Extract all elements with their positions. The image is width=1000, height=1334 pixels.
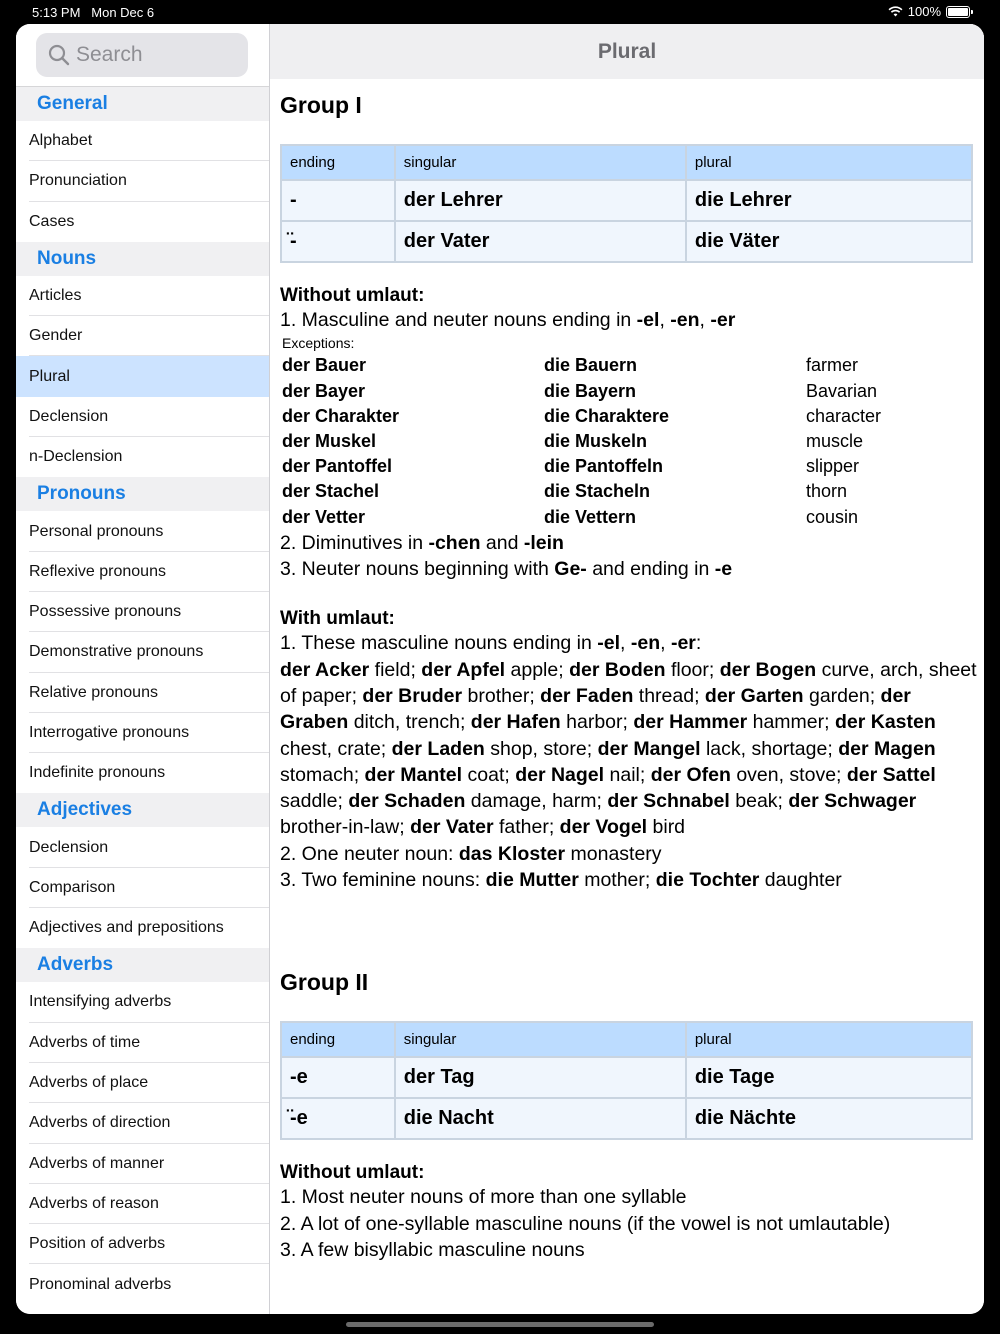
exception-word: die Pantoffeln bbox=[544, 456, 664, 477]
umlaut-noun: der Hafen bbox=[470, 711, 561, 734]
sidebar-item-label: Position of adverbs bbox=[29, 1235, 166, 1253]
sidebar-item-label: Demonstrative pronouns bbox=[29, 643, 204, 661]
umlaut-noun: der Ofen bbox=[650, 763, 731, 786]
battery-percent: 100% bbox=[907, 4, 941, 19]
page-title: Plural bbox=[597, 39, 657, 63]
table-cell: der Tag bbox=[395, 1057, 686, 1098]
umlaut-meaning: beak bbox=[735, 790, 778, 813]
table-header-row bbox=[281, 145, 972, 180]
exception-word: die Bayern bbox=[544, 380, 637, 401]
sidebar-item-label: Indefinite pronouns bbox=[29, 764, 166, 782]
sidebar-item-alphabet[interactable] bbox=[16, 121, 269, 161]
sidebar-item-adjectives-and-prepositions[interactable] bbox=[16, 908, 269, 948]
sidebar-section-adjectives: Adjectives bbox=[16, 793, 269, 827]
sidebar-item-label: Comparison bbox=[29, 878, 116, 896]
umlaut-meaning: brother bbox=[467, 684, 530, 707]
table-cell: -e bbox=[281, 1057, 395, 1098]
exception-word: die Charaktere bbox=[544, 405, 670, 426]
group1-with-3: 3. Two feminine nouns: die Mutter mother; die Tochter daughter bbox=[280, 868, 842, 891]
umlaut-noun: der Schwager bbox=[788, 790, 917, 813]
umlaut-noun: der Bruder bbox=[362, 684, 463, 707]
umlaut-noun: der Hammer bbox=[633, 711, 748, 734]
sidebar-item-label: Adverbs of manner bbox=[29, 1154, 165, 1172]
table-row bbox=[281, 1057, 972, 1098]
group1-table bbox=[280, 144, 973, 263]
umlaut-noun: der Mangel bbox=[597, 737, 701, 760]
sidebar-item-pronunciation[interactable] bbox=[16, 161, 269, 201]
umlaut-meaning: floor bbox=[670, 658, 709, 681]
exception-word: der Bauer bbox=[282, 355, 367, 376]
table-cell: ̈- bbox=[281, 221, 395, 262]
exceptions-list bbox=[280, 353, 983, 529]
exception-meaning: slipper bbox=[806, 456, 860, 477]
column-header: singular bbox=[395, 1022, 686, 1057]
exception-word: die Muskeln bbox=[544, 430, 648, 451]
nav-bar bbox=[270, 24, 984, 79]
umlaut-noun: der Bogen bbox=[719, 658, 817, 681]
search-placeholder: Search bbox=[76, 43, 143, 66]
umlaut-meaning: coat bbox=[467, 763, 505, 786]
sidebar-item-reflexive-pronouns[interactable] bbox=[16, 552, 269, 592]
sidebar-item-adverbs-of-direction[interactable] bbox=[16, 1103, 269, 1143]
sidebar-item-intensifying-adverbs[interactable] bbox=[16, 982, 269, 1022]
app-window bbox=[16, 24, 984, 1314]
umlaut-noun: der Vogel bbox=[559, 816, 648, 839]
table-cell: die Lehrer bbox=[686, 180, 972, 221]
umlaut-noun: der Magen bbox=[838, 737, 936, 760]
exception-meaning: cousin bbox=[806, 506, 859, 527]
group1-without-title: Without umlaut: bbox=[280, 285, 425, 306]
umlaut-meaning: damage, harm bbox=[470, 790, 597, 813]
sidebar-item-adverbs-of-manner[interactable] bbox=[16, 1144, 269, 1184]
sidebar-item-possessive-pronouns[interactable] bbox=[16, 592, 269, 632]
sidebar-item-declension[interactable] bbox=[16, 827, 269, 867]
battery-icon bbox=[946, 6, 970, 18]
sidebar-item-label: Adjectives and prepositions bbox=[29, 919, 224, 937]
group2-line-3: 3. A few bisyllabic masculine nouns bbox=[280, 1238, 585, 1261]
table-cell: die Väter bbox=[686, 221, 972, 262]
search-bar-area bbox=[16, 24, 269, 87]
umlaut-noun: der Sattel bbox=[846, 763, 936, 786]
group1-title: Group I bbox=[280, 92, 362, 118]
column-header: plural bbox=[686, 1022, 972, 1057]
umlaut-meaning: thread bbox=[638, 684, 695, 707]
sidebar-item-label: n-Declension bbox=[29, 448, 123, 466]
umlaut-meaning: hammer bbox=[752, 711, 825, 734]
article-content bbox=[280, 79, 983, 1263]
exception-word: der Vetter bbox=[282, 506, 366, 527]
sidebar-item-position-of-adverbs[interactable] bbox=[16, 1224, 269, 1264]
umlaut-noun: der Schnabel bbox=[607, 790, 730, 813]
sidebar-section-adverbs: Adverbs bbox=[16, 948, 269, 982]
exception-word: der Charakter bbox=[282, 405, 400, 426]
wifi-icon bbox=[888, 6, 903, 17]
column-header: ending bbox=[281, 1022, 395, 1057]
sidebar-item-pronominal-adverbs[interactable] bbox=[16, 1264, 269, 1304]
umlaut-word-list: der Acker field; der Apfel apple; der Boden floor; der Bogen curve, arch, sheet of paper; der Bruder brother; der Faden thread; der Garten garden; der Graben ditch, trench; der Hafen harbor; der Hammer hammer; der Kasten chest, crate; der Laden shop, store; der Mangel lack, shortage; der Magen stomach; der Mantel coat; der Nagel nail; der Ofen oven, stove; der Sattel saddle; der Schaden damage, harm; der Schnabel beak; der Schwager brother-in-law; der Vater father; der Vogel bird bbox=[280, 658, 977, 839]
umlaut-meaning: garden bbox=[808, 684, 870, 707]
exception-word: die Bauern bbox=[544, 355, 638, 376]
sidebar-item-demonstrative-pronouns[interactable] bbox=[16, 632, 269, 672]
sidebar-item-label: Articles bbox=[29, 287, 82, 305]
table-row bbox=[281, 1098, 972, 1139]
sidebar-item-adverbs-of-time[interactable] bbox=[16, 1023, 269, 1063]
home-indicator[interactable] bbox=[346, 1322, 654, 1327]
sidebar-section-general: General bbox=[16, 87, 269, 121]
sidebar-item-n-declension[interactable] bbox=[16, 437, 269, 477]
umlaut-noun: der Laden bbox=[391, 737, 485, 760]
sidebar-item-label: Relative pronouns bbox=[29, 683, 158, 701]
sidebar-item-label: Possessive pronouns bbox=[29, 603, 182, 621]
table-cell: die Nacht bbox=[395, 1098, 686, 1139]
table-cell: ̈-e bbox=[281, 1098, 395, 1139]
group2-line-2: 2. A lot of one-syllable masculine nouns (if the vowel is not umlautable) bbox=[280, 1212, 891, 1235]
sidebar-section-pronouns: Pronouns bbox=[16, 477, 269, 511]
umlaut-noun: der Acker bbox=[280, 658, 370, 681]
column-header: ending bbox=[281, 145, 395, 180]
sidebar-item-label: Reflexive pronouns bbox=[29, 562, 166, 580]
sidebar-item-comparison[interactable] bbox=[16, 868, 269, 908]
exception-word: die Vettern bbox=[544, 506, 637, 527]
table-cell: der Vater bbox=[395, 221, 686, 262]
group1-with-1: 1. These masculine nouns ending in -el, -en, -er: bbox=[280, 632, 702, 655]
column-header: plural bbox=[686, 145, 972, 180]
exception-meaning: Bavarian bbox=[806, 380, 878, 401]
umlaut-meaning: harbor bbox=[566, 711, 623, 734]
sidebar-item-label: Cases bbox=[29, 212, 75, 230]
umlaut-noun: der Faden bbox=[540, 684, 634, 707]
umlaut-meaning: chest, crate bbox=[280, 737, 381, 760]
sidebar-item-articles[interactable] bbox=[16, 276, 269, 316]
detail-pane bbox=[270, 24, 984, 1314]
umlaut-meaning: oven, stove bbox=[736, 763, 837, 786]
sidebar-item-declension[interactable] bbox=[16, 397, 269, 437]
search-icon bbox=[48, 44, 70, 66]
sidebar-item-adverbs-of-place[interactable] bbox=[16, 1063, 269, 1103]
exceptions-label: Exceptions: bbox=[282, 335, 355, 352]
umlaut-noun: der Nagel bbox=[515, 763, 605, 786]
sidebar-item-label: Adverbs of reason bbox=[29, 1194, 159, 1212]
umlaut-noun: der Graben bbox=[280, 684, 911, 734]
group1-with-2: 2. One neuter noun: das Kloster monastery bbox=[280, 842, 662, 865]
umlaut-noun: der Schaden bbox=[348, 790, 466, 813]
table-cell: die Tage bbox=[686, 1057, 972, 1098]
group2-table bbox=[280, 1021, 973, 1140]
sidebar-section-nouns: Nouns bbox=[16, 242, 269, 276]
table-cell: die Nächte bbox=[686, 1098, 972, 1139]
umlaut-meaning: field bbox=[374, 658, 411, 681]
sidebar-item-label: Interrogative pronouns bbox=[29, 724, 190, 741]
search-input[interactable] bbox=[36, 33, 248, 77]
umlaut-meaning: father bbox=[498, 816, 549, 839]
status-right bbox=[888, 4, 970, 19]
group1-without-3: 3. Neuter nouns beginning with Ge- and ending in -e bbox=[280, 558, 733, 581]
sidebar bbox=[16, 24, 270, 1314]
sidebar-item-gender[interactable] bbox=[16, 316, 269, 356]
exception-meaning: muscle bbox=[806, 430, 864, 451]
group1-with-title: With umlaut: bbox=[280, 608, 395, 630]
umlaut-meaning: lack, shortage bbox=[705, 737, 828, 760]
exception-meaning: farmer bbox=[806, 355, 859, 376]
sidebar-item-label: Intensifying adverbs bbox=[29, 993, 172, 1011]
umlaut-noun: der Mantel bbox=[364, 763, 463, 786]
sidebar-item-label: Declension bbox=[29, 407, 109, 425]
group2-line-1: 1. Most neuter nouns of more than one syllable bbox=[280, 1186, 687, 1209]
umlaut-noun: der Vater bbox=[410, 816, 494, 839]
sidebar-item-label: Adverbs of place bbox=[29, 1074, 149, 1092]
sidebar-item-indefinite-pronouns[interactable] bbox=[16, 753, 269, 793]
exception-word: die Stacheln bbox=[544, 481, 651, 502]
sidebar-item-adverbs-of-reason[interactable] bbox=[16, 1184, 269, 1224]
sidebar-item-label: Alphabet bbox=[29, 132, 93, 150]
umlaut-meaning: curve, arch, sheet of paper bbox=[280, 658, 977, 707]
table-cell: der Lehrer bbox=[395, 180, 686, 221]
exception-word: der Muskel bbox=[282, 430, 377, 451]
umlaut-meaning: bird bbox=[652, 816, 686, 839]
sidebar-item-label: Adverbs of time bbox=[29, 1033, 141, 1051]
table-cell: - bbox=[281, 180, 395, 221]
table-header-row bbox=[281, 1022, 972, 1057]
exception-meaning: character bbox=[806, 405, 882, 426]
sidebar-item-label: Gender bbox=[29, 327, 83, 345]
sidebar-item-personal-pronouns[interactable] bbox=[16, 511, 269, 551]
exception-meaning: thorn bbox=[806, 481, 848, 502]
sidebar-list bbox=[16, 87, 269, 1305]
exception-word: der Pantoffel bbox=[282, 456, 393, 477]
umlaut-noun: der Apfel bbox=[421, 658, 506, 681]
sidebar-item-plural[interactable] bbox=[16, 356, 269, 396]
umlaut-meaning: nail bbox=[609, 763, 640, 786]
umlaut-meaning: brother-in-law bbox=[280, 816, 400, 839]
umlaut-meaning: stomach bbox=[280, 763, 354, 786]
table-row bbox=[281, 180, 972, 221]
umlaut-noun: der Garten bbox=[704, 684, 804, 707]
status-time: 5:13 PM Mon Dec 6 bbox=[32, 5, 155, 20]
umlaut-meaning: ditch, trench bbox=[353, 711, 460, 734]
column-header: singular bbox=[395, 145, 686, 180]
group2-title: Group II bbox=[280, 969, 369, 996]
group1-without-2: 2. Diminutives in -chen and -lein bbox=[280, 531, 564, 554]
sidebar-item-label: Pronunciation bbox=[29, 172, 127, 190]
group2-without-title: Without umlaut: bbox=[280, 1162, 425, 1184]
umlaut-meaning: saddle bbox=[280, 790, 338, 813]
sidebar-item-label: Adverbs of direction bbox=[29, 1114, 171, 1132]
sidebar-item-label: Plural bbox=[29, 367, 70, 385]
sidebar-item-interrogative-pronouns[interactable] bbox=[16, 713, 269, 753]
sidebar-item-cases[interactable] bbox=[16, 202, 269, 242]
status-bar bbox=[0, 0, 1000, 24]
umlaut-meaning: apple bbox=[510, 658, 559, 681]
sidebar-item-relative-pronouns[interactable] bbox=[16, 673, 269, 713]
umlaut-noun: der Kasten bbox=[834, 711, 936, 734]
exception-word: der Stachel bbox=[282, 481, 380, 502]
table-row bbox=[281, 221, 972, 262]
sidebar-item-label: Personal pronouns bbox=[29, 522, 164, 540]
sidebar-item-label: Declension bbox=[29, 838, 109, 856]
exception-word: der Bayer bbox=[282, 380, 366, 401]
sidebar-item-label: Pronominal adverbs bbox=[29, 1275, 172, 1293]
umlaut-meaning: shop, store bbox=[490, 737, 587, 760]
umlaut-noun: der Boden bbox=[569, 658, 666, 681]
group1-without-1: 1. Masculine and neuter nouns ending in -el, -en, -er bbox=[280, 309, 736, 331]
